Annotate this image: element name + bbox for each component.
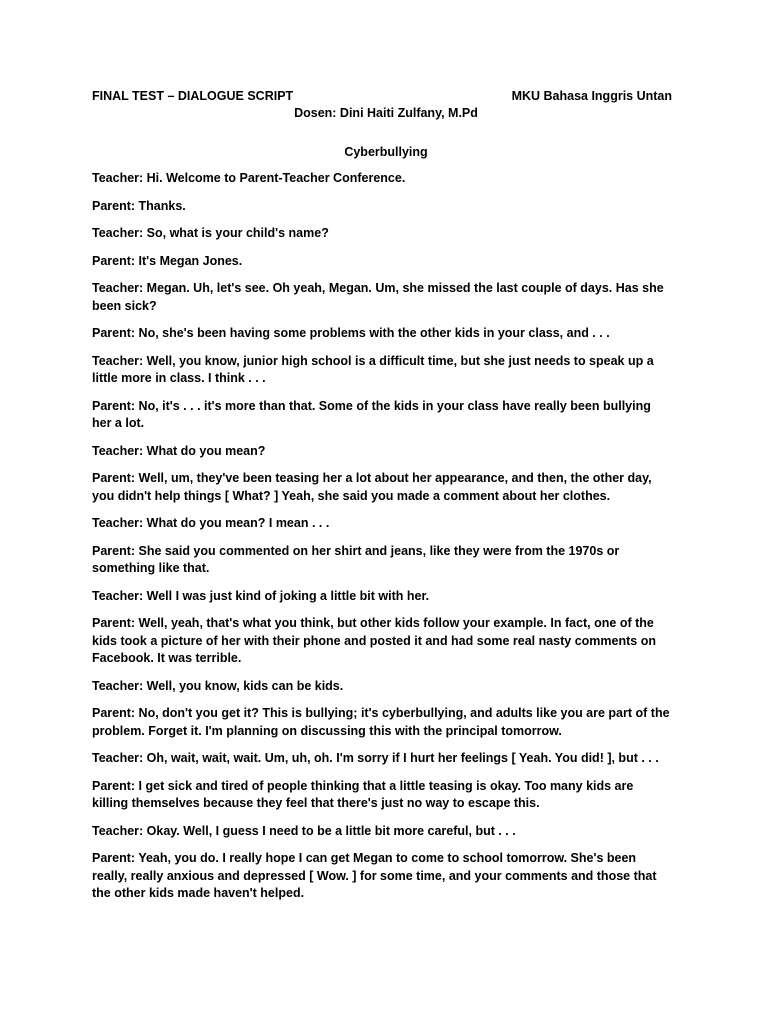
dialogue-line: Parent: No, it's . . . it's more than that. Some of the kids in your class have really been bullying her a lot. (92, 398, 651, 430)
dialogue-line: Teacher: Hi. Welcome to Parent-Teacher Conference. (92, 171, 406, 185)
dialogue-line: Teacher: Megan. Uh, let's see. Oh yeah, Megan. Um, she missed the last couple of days. Has she been sick? (92, 281, 664, 313)
dialogue-line: Teacher: So, what is your child's name? (92, 226, 329, 240)
dialogue-line: Parent: Thanks. (92, 198, 186, 213)
dialogue-line: Parent: It's Megan Jones. (92, 253, 243, 268)
document-header (92, 88, 672, 104)
dialogue-line: Parent: Yeah, you do. I really hope I can get Megan to come to school tomorrow. She's been really, really anxious and depressed [ Wow. ] for some time, and your comments and those that the other kids made haven't helped. (92, 851, 657, 900)
test-title: FINAL TEST – DIALOGUE SCRIPT (92, 89, 294, 103)
dialogue-line: Teacher: What do you mean? I mean . . . (92, 516, 330, 530)
dialogue-line: Parent: Well, um, they've been teasing her a lot about her appearance, and then, the other day, you didn't help things [ What? ] Yeah, she said you made a comment about her clothes. (92, 471, 652, 503)
dialogue-line: Teacher: Okay. Well, I guess I need to be a little bit more careful, but . . . (92, 823, 516, 838)
dialogue-line: Teacher: What do you mean? (92, 443, 266, 458)
dialogue-title: Cyberbullying (344, 145, 428, 159)
dialogue-line: Parent: She said you commented on her shirt and jeans, like they were from the 1970s or something like that. (92, 543, 620, 575)
course-name: MKU Bahasa Inggris Untan (511, 89, 672, 103)
dialogue-line: Teacher: Well, you know, junior high school is a difficult time, but she just needs to speak up a little more in class. I think . . . (92, 353, 654, 385)
lecturer-name: Dosen: Dini Haiti Zulfany, M.Pd (294, 106, 478, 120)
dialogue-line: Parent: Well, yeah, that's what you think, but other kids follow your example. In fact, one of the kids took a picture of her with their phone and posted it and had some real nasty comments on Facebook. It was terrible. (92, 616, 656, 665)
dialogue-line: Teacher: Oh, wait, wait, wait. Um, uh, oh. I'm sorry if I hurt her feelings [ Yeah. You did! ], but . . . (92, 751, 659, 765)
dialogue-line: Teacher: Well, you know, kids can be kids. (92, 678, 344, 693)
dialogue-line: Parent: No, she's been having some problems with the other kids in your class, and . . . (92, 326, 610, 340)
dialogue-script (92, 170, 672, 903)
dialogue-line: Parent: No, don't you get it? This is bullying; it's cyberbullying, and adults like you are part of the problem. Forget it. I'm planning on discussing this with the principal tomorrow. (92, 706, 670, 738)
dialogue-line: Teacher: Well I was just kind of joking a little bit with her. (92, 588, 430, 603)
dialogue-line: Parent: I get sick and tired of people thinking that a little teasing is okay. Too many kids are killing themselves because they feel that there's just no way to escape this. (92, 778, 634, 810)
